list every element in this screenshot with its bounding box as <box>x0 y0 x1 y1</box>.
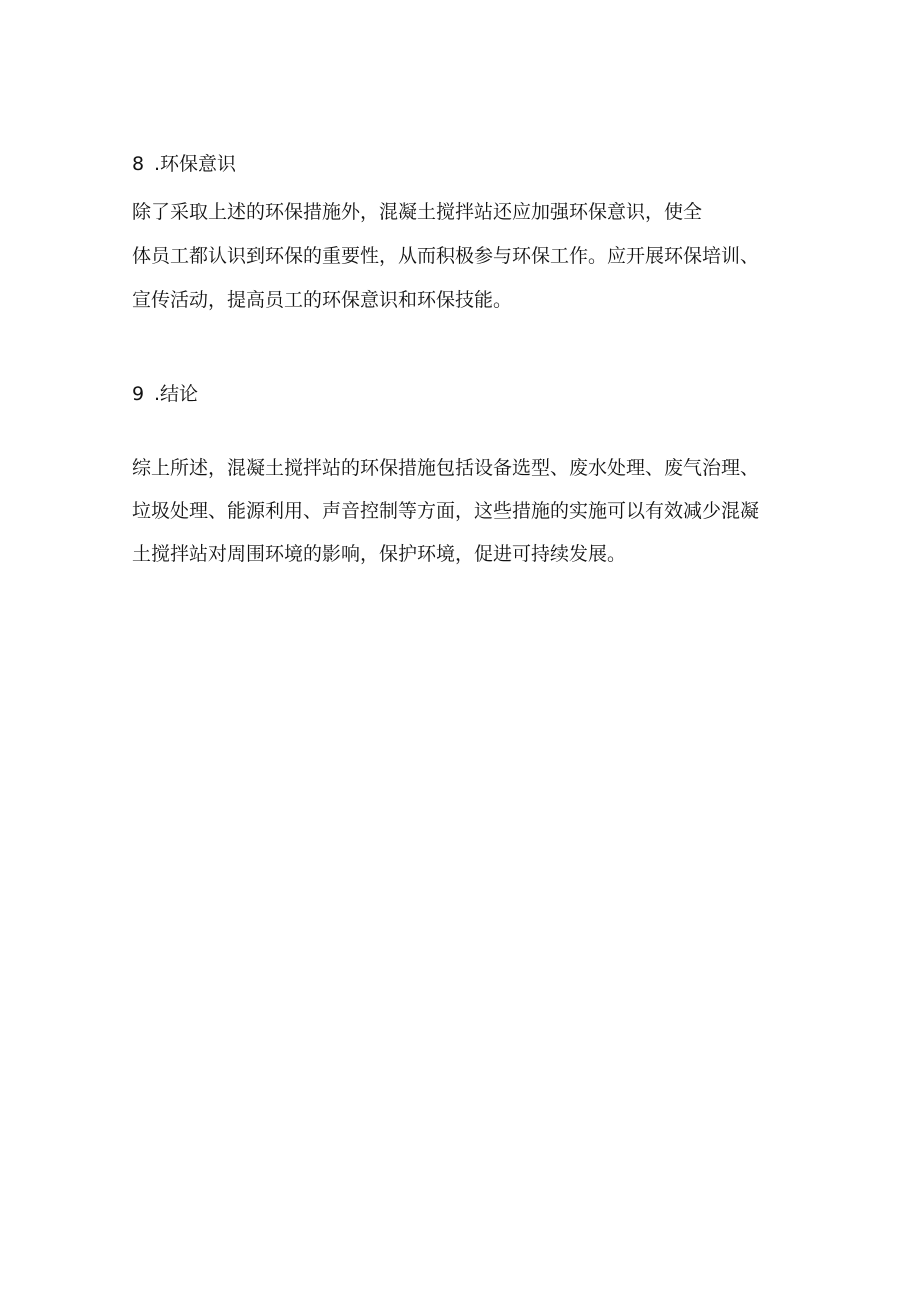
section-heading-9 <box>132 381 198 407</box>
paragraph-line: 宣传活动，提高员工的环保意识和环保技能。 <box>132 289 513 311</box>
paragraph-line: 除了采取上述的环保措施外，混凝土搅拌站还应加强环保意识，使全 <box>132 201 703 223</box>
section-heading-8 <box>132 151 236 177</box>
section-title: .结论 <box>154 383 199 405</box>
section-number: 8 <box>132 153 145 175</box>
section-title: .环保意识 <box>154 153 237 175</box>
paragraph-line: 垃圾处理、能源利用、声音控制等方面，这些措施的实施可以有效减少混凝 <box>132 500 760 522</box>
paragraph-line: 综上所述，混凝土搅拌站的环保措施包括设备选型、废水处理、废气治理、 <box>132 457 760 479</box>
paragraph-line: 体员工都认识到环保的重要性，从而积极参与环保工作。应开展环保培训、 <box>132 245 760 267</box>
paragraph-line: 土搅拌站对周围环境的影响，保护环境，促进可持续发展。 <box>132 543 627 565</box>
section-number: 9 <box>132 383 145 405</box>
